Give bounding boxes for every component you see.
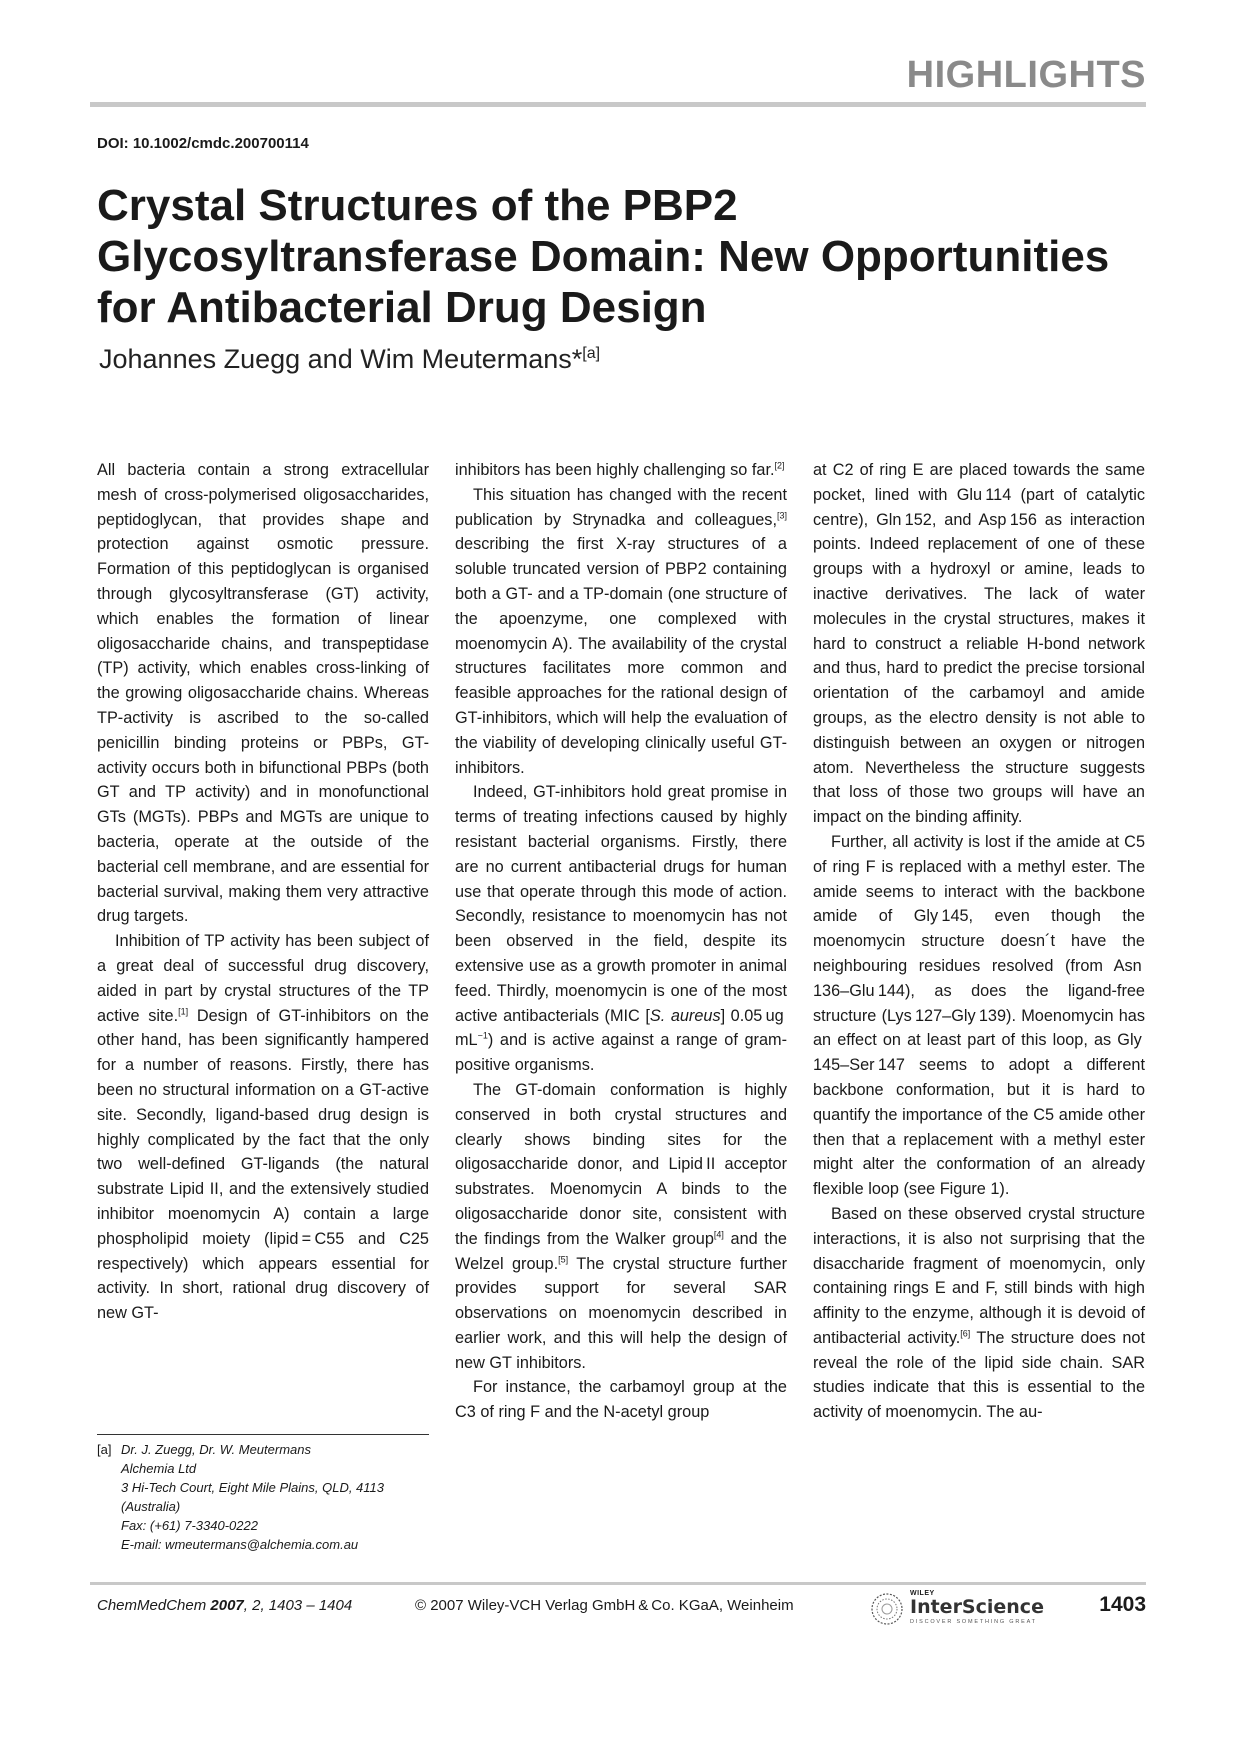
logo-wiley-text: WILEY [910,1590,935,1597]
paragraph: inhibitors has been highly challenging so far.[2] [455,460,785,479]
paragraph: For instance, the carbamoyl group at the C3 of ring F and the N-acetyl group [455,1378,787,1422]
footnote-fax: Fax: (+61) 7-3340-0222 [121,1518,258,1533]
reference-mark: [2] [774,460,785,471]
reference-mark: [6] [960,1328,971,1339]
body-column-1 [97,458,429,1326]
affiliation-footnote [97,1440,429,1554]
body-column-3 [813,458,1145,1425]
footnote-names: Dr. J. Zuegg, Dr. W. Meutermans [121,1442,311,1457]
reference-mark: [3] [776,510,787,521]
authors [99,344,600,375]
paragraph: Indeed, GT-inhibitors hold great promise in terms of treating infections caused by highly resistant bacterial organisms. Firstly, there are no current antibacterial drugs for human use that operate through this mode of action. Secondly, resistance to moenomycin has not been observed in the field, despite its extensive use as a growth promoter in animal feed. Thirdly, moenomycin is one of the most active antibacterials (MIC [S. aureus] 0.05 ug $mL^{-1}$) and is active against a range of gram-positive organisms. [455,783,787,1075]
footnote-country: (Australia) [121,1499,181,1514]
paragraph: This situation has changed with the recent publication by Strynadka and colleagues,[3] describing the first X-ray structures of a soluble truncated version of PBP2 containing both a GT- and a TP-domain (one structure of the apoenzyme, one complexed with moenomycin A). The availability of the crystal structures facilitates more common and feasible approaches for the rational design of GT-inhibitors, which will help the evaluation of the viability of developing clinically useful GT-inhibitors. [455,485,787,777]
section-header: HIGHLIGHTS [906,54,1146,96]
paragraph: Further, all activity is lost if the amide at C5 of ring F is replaced with a methyl ester. The amide seems to interact with the backbone amide of Gly 145, even though the moenomycin structure doesn´t have the neighbouring residues resolved (from Asn 136–Glu 144), as does the ligand-free structure (Lys 127–Gly 139). Moenomycin has an effect on at least part of this loop, as Gly 145–Ser 147 seems to adopt a different backbone conformation, but it is hard to quantify the importance of the C5 amide other then that a replacement with a methyl ester might alter the conformation of an already flexible loop (see Figure 1). [813,832,1145,1199]
copyright: © 2007 Wiley-VCH Verlag GmbH & Co. KGaA, Weinheim [415,1597,794,1614]
logo-name: InterScience [910,1596,1044,1618]
footnote-address: 3 Hi-Tech Court, Eight Mile Plains, QLD, 4113 [121,1480,385,1495]
reference-mark: [4] [713,1229,724,1240]
body-column-2 [455,458,787,1425]
interscience-logo [870,1590,1044,1626]
logo-tagline: DISCOVER SOMETHING GREAT [910,1619,1037,1625]
article-title: Crystal Structures of the PBP2 Glycosyltransferase Domain: New Opportunities for Antibacterial Drug Design [97,181,1110,332]
paragraph: at C2 of ring E are placed towards the same pocket, lined with Glu 114 (part of catalytic centre), Gln 152, and Asp 156 as interaction points. Indeed replacement of one of these groups with a hydroxyl or amine, leads to inactive derivatives. The lack of water molecules in the crystal structures, makes it hard to construct a reliable H-bond network and thus, hard to predict the precise torsional orientation of the carbamoyl and amide groups, as the electro density is not able to distinguish between an oxygen or nitrogen atom. Nevertheless the structure suggests that loss of those two groups will have an impact on the binding affinity. [813,461,1145,827]
doi: DOI: 10.1002/cmdc.200700114 [97,135,309,152]
reference-mark: [5] [558,1254,569,1265]
reference-mark: [1] [178,1006,189,1017]
paragraph: Based on these observed crystal structure interactions, it is also not surprising that the disaccharide fragment of moenomycin, only containing rings E and F, still binds with high affinity to the enzyme, although it is devoid of antibacterial activity.[6] The structure does not reveal the role of the lipid side chain. SAR studies indicate that this is essential to the activity of moenomycin. The au- [813,1204,1145,1422]
footnote-rule [97,1434,429,1435]
paragraph: The GT-domain conformation is highly conserved in both crystal structures and clearly shows binding sites for the oligosaccharide donor, and Lipid II acceptor substrates. Moenomycin A binds to the oligosaccharide donor site, consistent with the findings from the Walker group[4] and the Welzel group.[5] The crystal structure further provides support for several SAR observations on moenomycin described in earlier work, and this will help the design of new GT inhibitors. [455,1080,787,1372]
swirl-logo-icon [870,1592,904,1626]
footnote-tag: [a] [97,1442,112,1457]
footnote-email: E-mail: wmeutermans@alchemia.com.au [121,1537,359,1552]
paragraph: Inhibition of TP activity has been subject of a great deal of successful drug discovery, aided in part by crystal structures of the TP active site.[1] Design of GT-inhibitors on the other hand, has been significantly hampered for a number of reasons. Firstly, there has been no structural information on a GT-active site. Secondly, ligand-based drug design is highly complicated by the fact that the only two well-defined GT-ligands (the natural substrate Lipid II, and the extensively studied inhibitor moenomycin A) contain a large phospholipid moiety (lipid = C55 and C25 respectively) which appears essential for activity. In short, rational drug discovery of new GT- [97,932,429,1323]
affiliation-mark: [a] [582,345,601,362]
species-name: S. aureus [649,1006,721,1025]
footnote-org: Alchemia Ltd [121,1461,197,1476]
paragraph: All bacteria contain a strong extracellular mesh of cross-polymerised oligosaccharides, peptidoglycan, that provides shape and protection against osmotic pressure. Formation of this peptidoglycan is organised through glycosyltransferase (GT) activity, which enables the formation of linear oligosaccharide chains, and transpeptidase (TP) activity, which enables cross-linking of the growing oligosaccharide chains. Whereas TP-activity is ascribed to the so-called penicillin binding proteins or PBPs, GT-activity occurs both in bifunctional PBPs (both GT and TP activity) and in monofunctional GTs (MGTs). PBPs and MGTs are unique to bacteria, operate at the outside of the bacterial cell membrane, and are essential for bacterial survival, making them very attractive drug targets. [97,461,429,926]
page-number: 1403 [1099,1593,1146,1616]
journal-citation: ChemMedChem 2007, 2, 1403 – 1404 [97,1597,353,1614]
header-rule [90,102,1146,107]
footer-rule [90,1582,1146,1585]
exponent: −1 [477,1030,488,1041]
author-names: Johannes Zuegg and Wim Meutermans* [99,344,583,374]
